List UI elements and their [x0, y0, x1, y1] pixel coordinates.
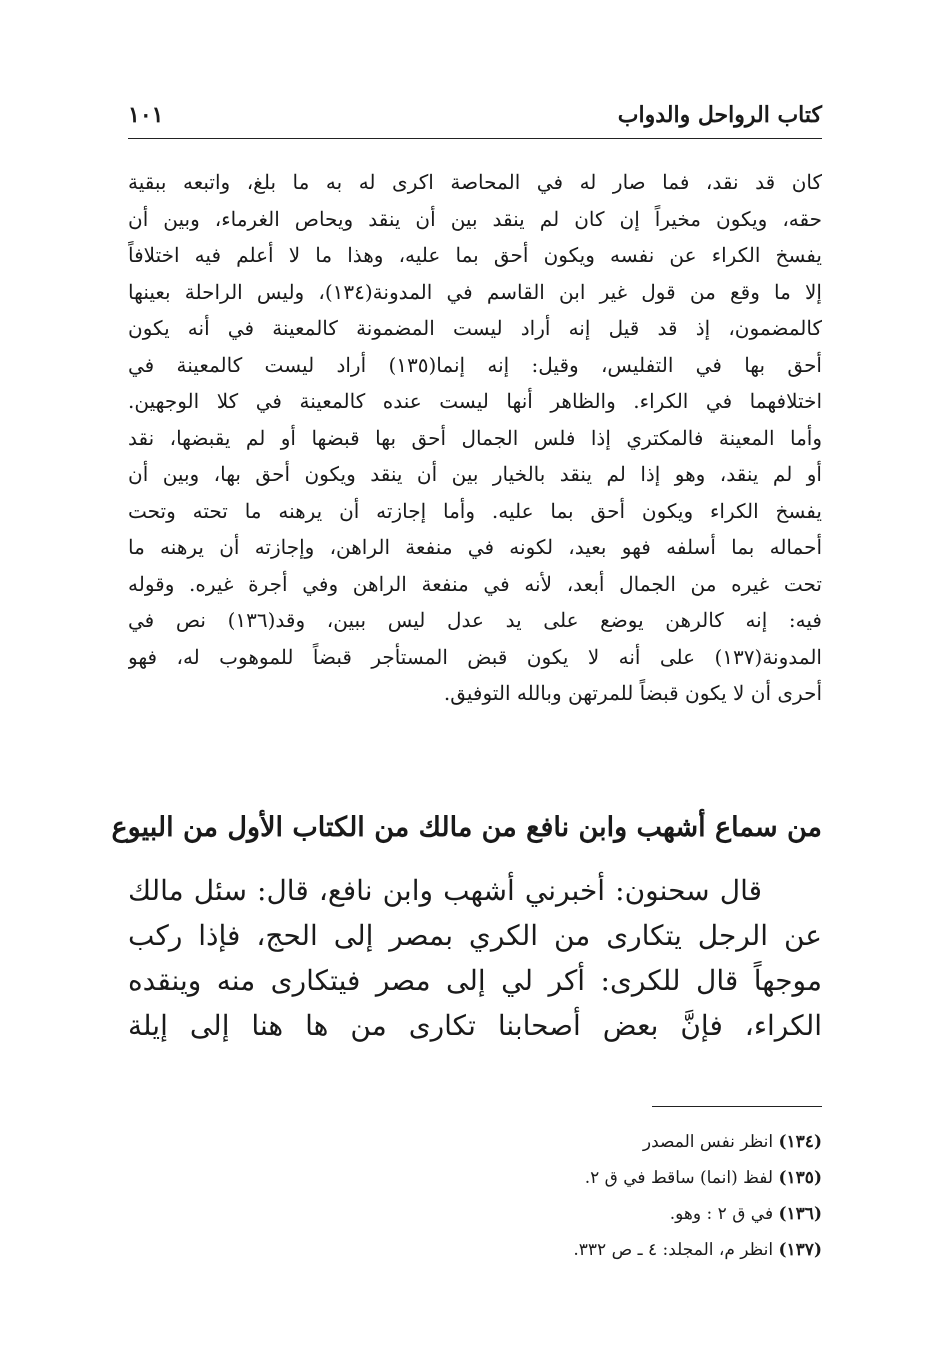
page-number: ١٠١	[128, 102, 164, 128]
footnote	[128, 1232, 822, 1268]
header-title: كتاب الرواحل والدواب	[617, 102, 822, 128]
body-line: حقه، ويكون مخيراً إن كان لم ينقد بين أن ينقد ويحاص الغرماء، وبين أن	[128, 206, 822, 231]
body-line: أحرى أن لا يكون قبضاً للمرتهن وبالله التوفيق.	[443, 681, 822, 705]
footnote-number: (١٣٦)	[778, 1204, 822, 1224]
narration-line: قال سحنون: أخبرني أشهب وابن نافع، قال: سئل مالك	[128, 874, 762, 907]
narration-paragraph	[128, 868, 822, 1048]
header-rule	[128, 138, 822, 139]
body-line: فيه: إنه كالرهن يوضع على يد عدل ليس ببين، وقد(١٣٦) نص في	[128, 608, 822, 632]
footnote-number: (١٣٤)	[778, 1132, 822, 1152]
narration-line: الكراء، فإنَّ بعض أصحابنا تكارى من ها هنا إلى إيلة	[128, 1009, 822, 1042]
body-line: إلا ما وقع من قول غير ابن القاسم في المدونة(١٣٤)، وليس الراحلة بعينها	[128, 279, 822, 304]
body-line: المدونة(١٣٧) على أنه لا يكون قبض المستأجر قبضاً للموهوب له، فهو	[128, 644, 822, 669]
body-line: أو لم ينقد، وهو إذا لم ينقد بالخيار بين أن ينقد ويكون أحق بها، وبين أن	[128, 462, 822, 486]
body-line: يفسخ الكراء عن نفسه ويكون أحق بما عليه، وهذا ما لا أعلم فيه اختلافاً	[128, 243, 822, 267]
footnote	[128, 1196, 822, 1232]
body-line: اختلافهما في الكراء. والظاهر أنها ليست عنده كالمعينة في كلا الوجهين.	[128, 389, 822, 413]
footnote-number: (١٣٧)	[778, 1240, 822, 1260]
footnote-text: في ق ٢ : وهو.	[669, 1204, 774, 1224]
narration-line: عن الرجل يتكارى من الكري بمصر إلى الحج، فإذا ركب	[128, 919, 822, 952]
body-paragraph	[128, 164, 822, 712]
body-line: أحق بها في التفليس، وقيل: إنه إنما(١٣٥) أراد ليست كالمعينة في	[128, 352, 822, 377]
footnote	[128, 1160, 822, 1196]
footnote-separator	[652, 1106, 822, 1107]
body-line: كالمضمون، إذ قد قيل إنه أراد ليست المضمونة كالمعينة في أنه يكون	[128, 316, 822, 340]
body-line: أحماله بما أسلفه فهو بعيد، لكونه في منفعة الراهن، وإجازته أن يرهنه ما	[128, 535, 822, 559]
footnotes	[128, 1124, 822, 1268]
footnote-text: لفظ (انما) ساقط في ق ٢.	[584, 1168, 774, 1188]
body-line: يفسخ الكراء ويكون أحق بما عليه. وأما إجازته أن يرهنه ما تحته وتحت	[128, 498, 822, 523]
footnote-number: (١٣٥)	[778, 1168, 822, 1188]
section-heading: من سماع أشهب وابن نافع من مالك من الكتاب الأول من البيوع	[111, 812, 822, 843]
body-line: تحت غيره من الجمال أبعد، لأنه في منفعة الراهن وفي أجرة غيره. وقوله	[128, 571, 822, 596]
footnote-text: انظر نفس المصدر	[642, 1132, 774, 1152]
narration-line: موجهاً قال للكرى: أكر لي إلى مصر فيتكارى منه وينقده	[128, 964, 822, 997]
body-line: وأما المعينة فالمكتري إذا فلس الجمال أحق بها قبضها أو لم يقبضها، نقد	[128, 425, 822, 450]
footnote	[128, 1124, 822, 1160]
body-line: كان قد نقد، فما صار له في المحاصة اكرى له به ما بلغ، واتبعه ببقية	[128, 170, 822, 194]
running-header	[128, 96, 822, 136]
footnote-text: انظر م، المجلد: ٤ ـ ص ٣٣٢.	[573, 1240, 774, 1260]
